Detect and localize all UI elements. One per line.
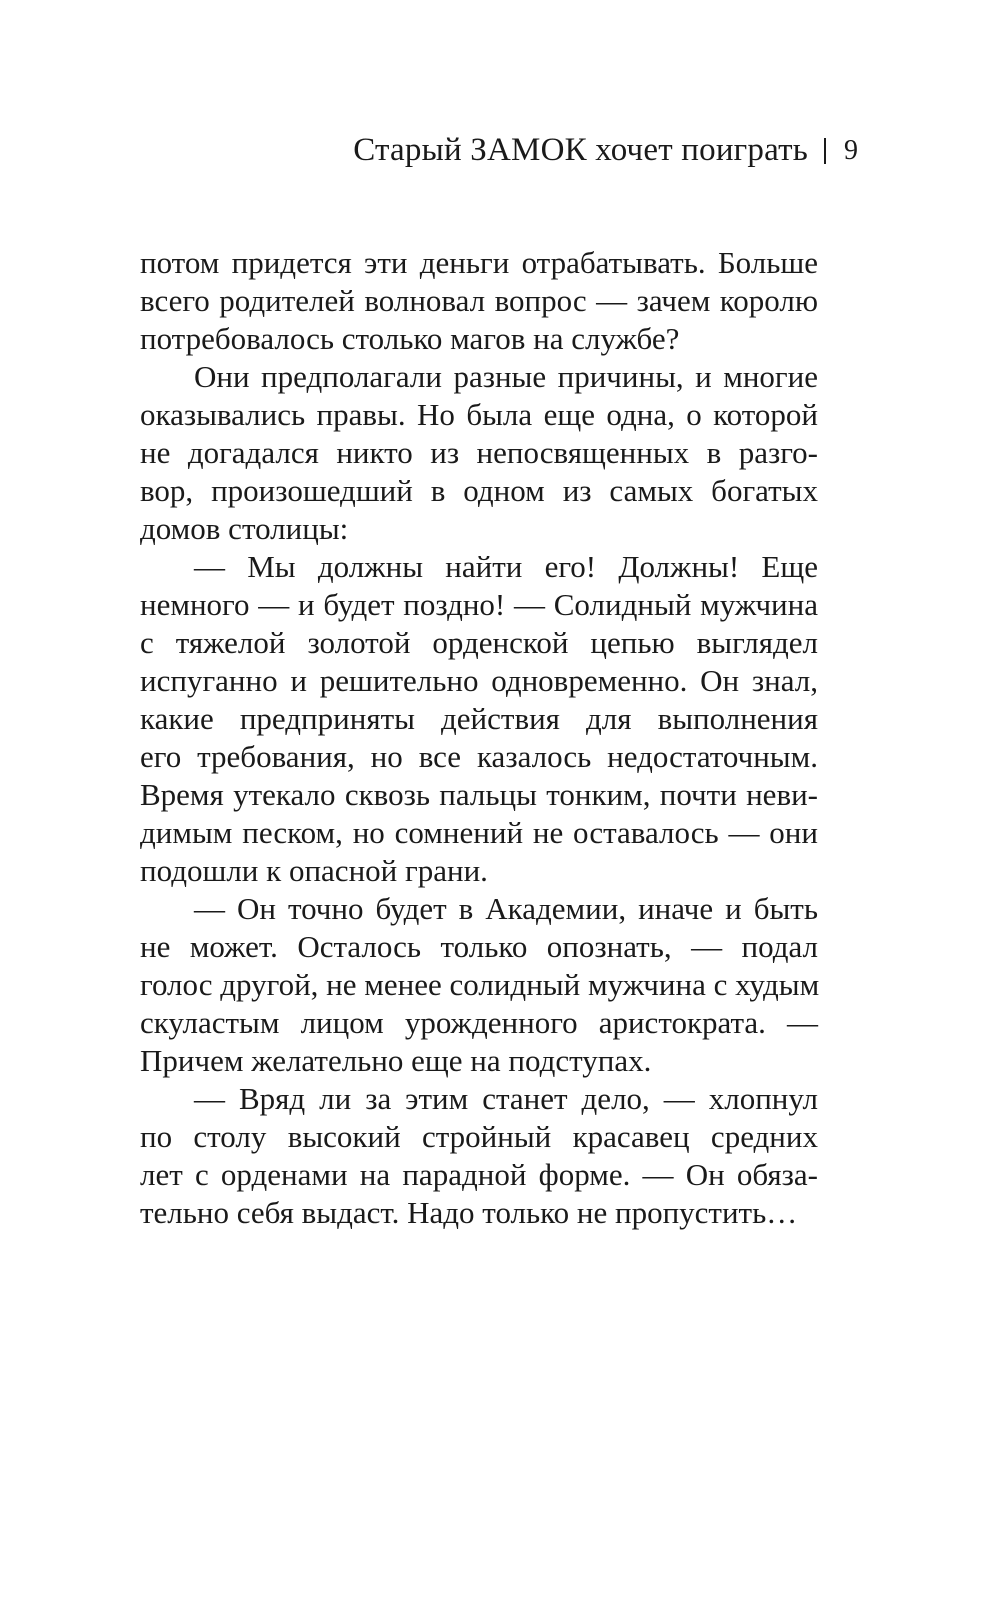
text-line: испуганно и решительно одновременно. Он знал, xyxy=(140,663,818,698)
text-line: какие предприняты действия для выполнения xyxy=(140,701,818,736)
text-line: тельно себя выдаст. Надо только не пропустить… xyxy=(140,1195,798,1230)
text-line: Они предполагали разные причины, и многие xyxy=(194,359,818,394)
text-line: домов столицы: xyxy=(140,511,349,546)
text-line: — Мы должны найти его! Должны! Еще xyxy=(194,549,818,584)
text-line: Время утекало сквозь пальцы тонким, почти неви- xyxy=(140,777,818,812)
text-line: немного — и будет поздно! — Солидный мужчина xyxy=(140,587,818,622)
text-line: потребовалось столько магов на службе? xyxy=(140,321,680,356)
body-text xyxy=(140,244,818,1232)
text-line: всего родителей волновал вопрос — зачем королю xyxy=(140,283,818,318)
running-title: Старый ЗАМОК хочет поиграть xyxy=(353,132,808,168)
text-line: скуластым лицом урожденного аристократа. — xyxy=(140,1005,818,1040)
text-line: с тяжелой золотой орденской цепью выглядел xyxy=(140,625,818,660)
text-line: подошли к опасной грани. xyxy=(140,853,488,888)
text-line: вор, произошедший в одном из самых богатых xyxy=(140,473,818,508)
text-line: лет с орденами на парадной форме. — Он обяза- xyxy=(140,1157,818,1192)
running-header xyxy=(353,132,858,169)
text-line: его требования, но все казалось недостаточным. xyxy=(140,739,818,774)
header-separator xyxy=(824,138,826,164)
text-line: не может. Осталось только опознать, — подал xyxy=(140,929,818,964)
text-line: димым песком, но сомнений не оставалось — они xyxy=(140,815,818,850)
text-line: потом придется эти деньги отрабатывать. Больше xyxy=(140,245,818,280)
text-line: оказывались правы. Но была еще одна, о которой xyxy=(140,397,818,432)
text-line: — Он точно будет в Академии, иначе и быть xyxy=(194,891,818,926)
text-line: по столу высокий стройный красавец средних xyxy=(140,1119,818,1154)
text-line: голос другой, не менее солидный мужчина с худым xyxy=(140,967,820,1002)
text-line: Причем желательно еще на подступах. xyxy=(140,1043,652,1078)
page-number: 9 xyxy=(844,134,858,166)
text-line: — Вряд ли за этим станет дело, — хлопнул xyxy=(194,1081,818,1116)
text-line: не догадался никто из непосвященных в разго- xyxy=(140,435,818,470)
